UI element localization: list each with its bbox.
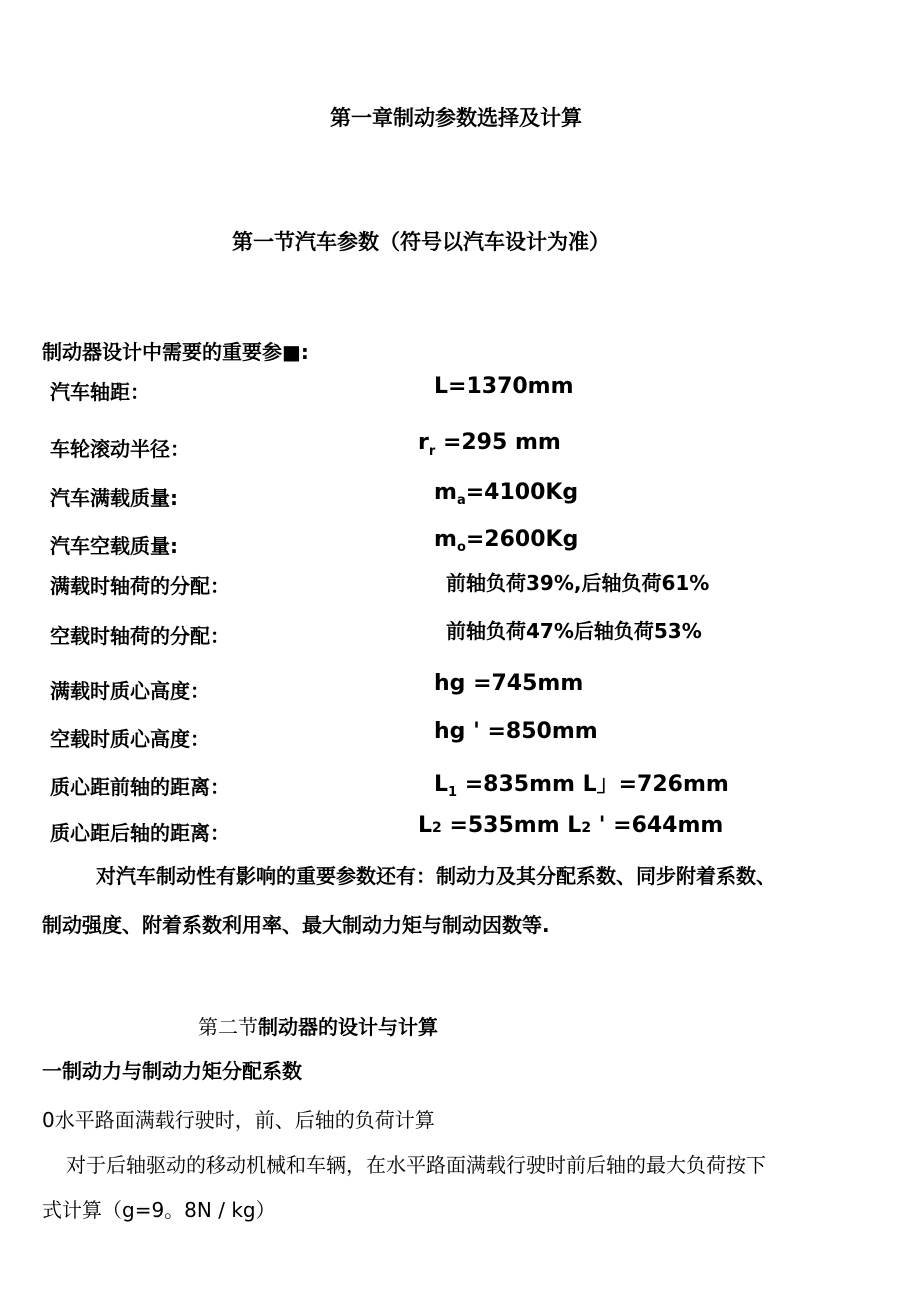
section2-title: 第二节制动器的设计与计算 — [198, 1015, 438, 1039]
paragraph-2-line-1: 对于后轴驱动的移动机械和车辆，在水平路面满载行驶时前后轴的最大负荷按下 — [66, 1153, 766, 1177]
paragraph-1-line-1: 对汽车制动性有影响的重要参数还有：制动力及其分配系数、同步附着系数、 — [96, 864, 776, 888]
param-value-full-load-axle-distribution: 前轴负荷39%,后轴负荷61% — [446, 571, 710, 595]
param-label-empty-mass: 汽车空载质量: — [50, 534, 178, 558]
param-label-empty-cg-height: 空载时质心高度： — [50, 727, 210, 751]
param-value-rolling-radius: $r_r =295$ mm — [418, 430, 561, 459]
param-label-wheelbase: 汽车轴距： — [50, 380, 150, 404]
param-value-empty-cg-height: hg ' =850mm — [434, 719, 598, 744]
chapter-title: 第一章制动参数选择及计算 — [330, 106, 582, 130]
param-value-cg-to-front-axle: $L_1 =835mm$ L」=726mm — [434, 772, 729, 800]
params-intro: 制动器设计中需要的重要参■: — [42, 340, 309, 364]
param-label-full-load-cg-height: 满载时质心高度： — [50, 679, 210, 703]
param-value-full-load-cg-height: hg =745mm — [434, 671, 584, 696]
item-0-heading: 0水平路面满载行驶时，前、后轴的负荷计算 — [42, 1108, 435, 1132]
param-label-empty-axle-distribution: 空载时轴荷的分配： — [50, 624, 230, 648]
param-label-cg-to-rear-axle: 质心距后轴的距离： — [50, 821, 230, 845]
section1-title: 第一节汽车参数（符号以汽车设计为准） — [232, 230, 610, 254]
param-value-wheelbase: L=1370mm — [434, 374, 574, 399]
param-value-empty-axle-distribution: 前轴负荷47%后轴负荷53% — [446, 619, 702, 643]
paragraph-2-line-2: 式计算（g=9。8N / kg） — [42, 1198, 276, 1222]
param-value-empty-mass: $m_o=2600Kg$ — [434, 527, 579, 555]
param-value-full-load-mass: $m_a=4100Kg$ — [434, 480, 579, 508]
param-value-cg-to-rear-axle: L2 =535mm L2 ' =644mm — [418, 813, 724, 838]
param-label-cg-to-front-axle: 质心距前轴的距离： — [50, 775, 230, 799]
param-label-full-load-axle-distribution: 满载时轴荷的分配： — [50, 574, 230, 598]
param-label-rolling-radius: 车轮滚动半径： — [50, 437, 190, 461]
subheading-braking-force: 一制动力与制动力矩分配系数 — [42, 1059, 302, 1083]
param-label-full-load-mass: 汽车满载质量: — [50, 486, 178, 510]
paragraph-1-line-2: 制动强度、附着系数利用率、最大制动力矩与制动因数等. — [42, 913, 550, 937]
